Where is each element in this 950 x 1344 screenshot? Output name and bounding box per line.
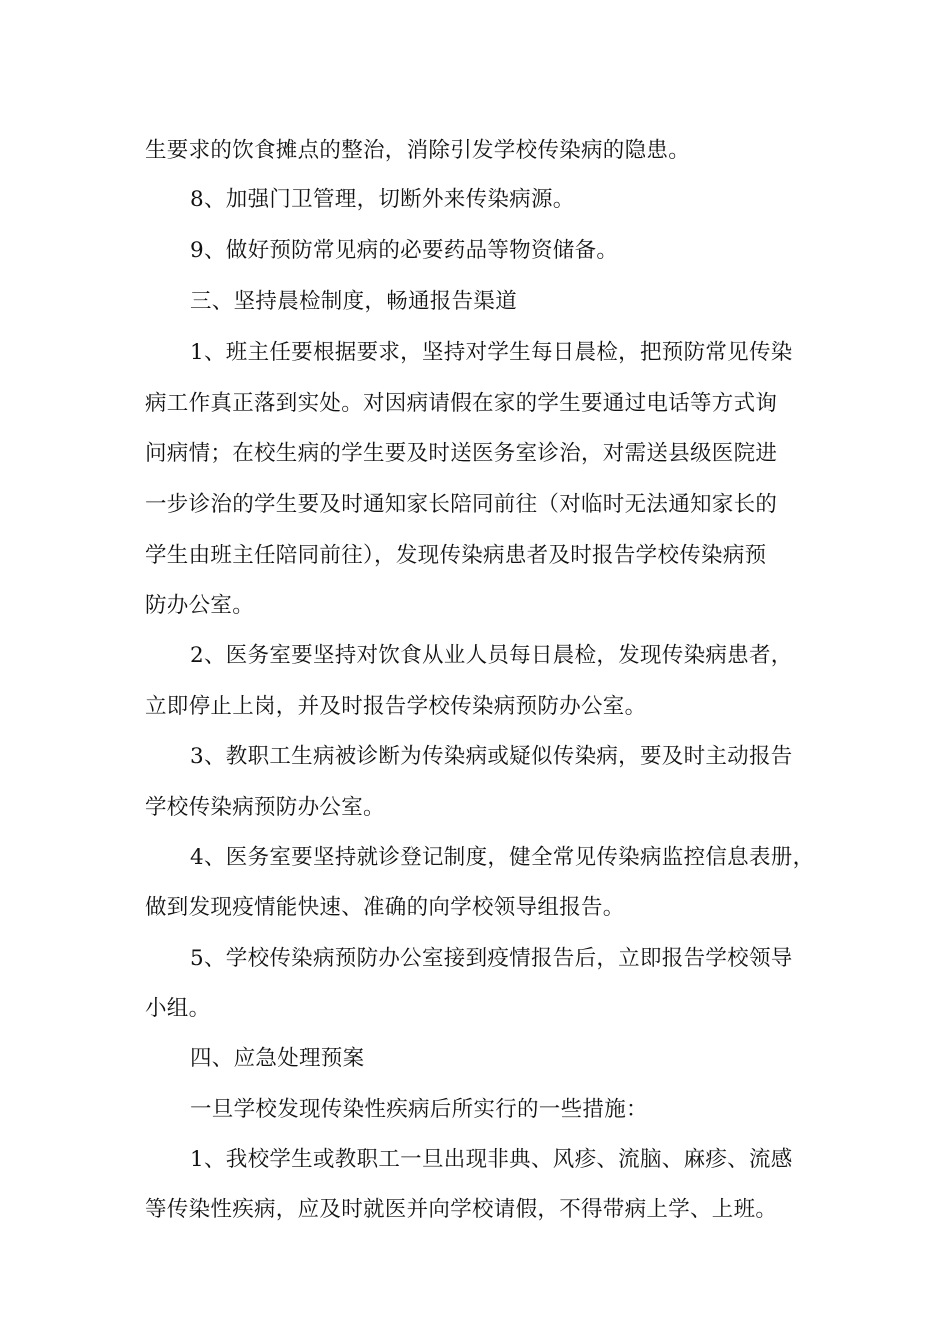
- section-3-item-1-line-6: 防办公室。: [145, 593, 255, 618]
- text-line-1: 生要求的饮食摊点的整治，消除引发学校传染病的隐患。: [145, 138, 691, 163]
- section-4-item-1-line-1: 1、我校学生或教职工一旦出现非典、风疹、流脑、麻疹、流感: [190, 1147, 793, 1172]
- section-3-item-5-line-2: 小组。: [145, 996, 211, 1021]
- section-3-item-1-line-4: 一步诊治的学生要及时通知家长陪同前往（对临时无法通知家长的: [145, 492, 778, 517]
- item-9-line: 9、做好预防常见病的必要药品等物资储备。: [190, 238, 619, 263]
- section-3-item-4-line-1: 4、医务室要坚持就诊登记制度，健全常见传染病监控信息表册，: [190, 845, 815, 870]
- section-3-item-1-line-3: 问病情；在校生病的学生要及时送医务室诊治，对需送县级医院进: [145, 441, 778, 466]
- section-3-item-2-line-1: 2、医务室要坚持对饮食从业人员每日晨检，发现传染病患者，: [190, 643, 793, 668]
- section-3-item-3-line-1: 3、教职工生病被诊断为传染病或疑似传染病，要及时主动报告: [190, 744, 793, 769]
- section-3-item-1-line-5: 学生由班主任陪同前往），发现传染病患者及时报告学校传染病预: [145, 543, 767, 568]
- section-4-item-1-line-2: 等传染性疾病，应及时就医并向学校请假，不得带病上学、上班。: [145, 1197, 778, 1222]
- section-3-item-5-line-1: 5、学校传染病预防办公室接到疫情报告后，立即报告学校领导: [190, 946, 793, 971]
- section-4-heading: 四、应急处理预案: [190, 1046, 365, 1071]
- item-8-line: 8、加强门卫管理，切断外来传染病源。: [190, 187, 575, 212]
- section-3-item-1-line-1: 1、班主任要根据要求，坚持对学生每日晨检，把预防常见传染: [190, 340, 793, 365]
- section-4-intro: 一旦学校发现传染性疾病后所实行的一些措施：: [190, 1097, 648, 1122]
- section-3-item-1-line-2: 病工作真正落到实处。对因病请假在家的学生要通过电话等方式询: [145, 391, 778, 416]
- section-3-item-2-line-2: 立即停止上岗，并及时报告学校传染病预防办公室。: [145, 694, 647, 719]
- section-3-item-4-line-2: 做到发现疫情能快速、准确的向学校领导组报告。: [145, 895, 625, 920]
- section-3-heading: 三、坚持晨检制度，畅通报告渠道: [190, 289, 518, 314]
- section-3-item-3-line-2: 学校传染病预防办公室。: [145, 795, 385, 820]
